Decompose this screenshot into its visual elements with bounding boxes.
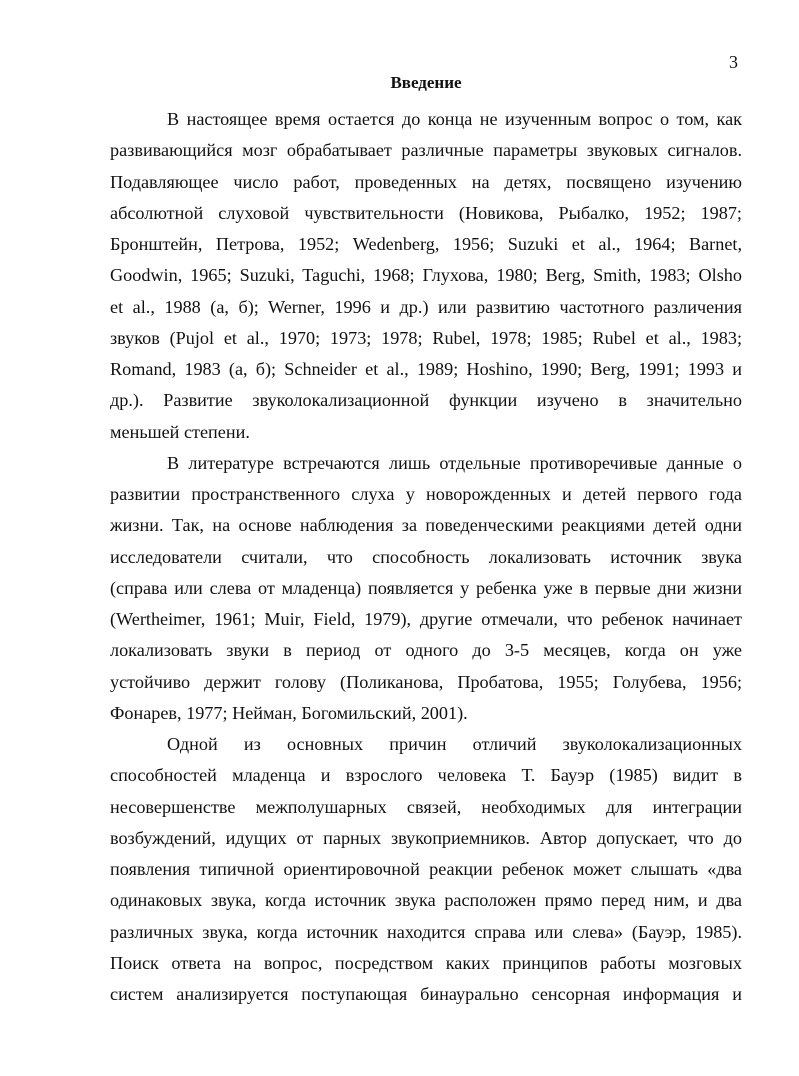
paragraph — [110, 448, 742, 729]
text-line: В настоящее время остается до конца не изученным вопрос о том, как — [167, 109, 742, 129]
text-line: (справа или слева от младенца) появляется у ребенка уже в первые дни жизни — [110, 577, 742, 598]
text-line: звуков (Pujol et al., 1970; 1973; 1978; Rubel, 1978; 1985; Rubel et al., 1983; — [110, 327, 742, 348]
document-body — [110, 104, 742, 1010]
text-line: развивающийся мозг обрабатывает различные параметры звуковых сигналов. — [110, 140, 742, 161]
text-line: одинаковых звука, когда источник звука расположен прямо перед ним, и два — [110, 890, 742, 911]
text-line: (Wertheimer, 1961; Muir, Field, 1979), другие отмечали, что ребенок начинает — [110, 609, 742, 629]
text-line: несовершенстве межполушарных связей, необходимых для интеграции — [110, 796, 742, 817]
text-line: Подавляющее число работ, проведенных на детях, посвящено изучению — [110, 171, 742, 192]
section-title: Введение — [390, 73, 462, 92]
text-line: меньшей степени. — [110, 421, 250, 442]
text-line: Goodwin, 1965; Suzuki, Taguchi, 1968; Глухова, 1980; Berg, Smith, 1983; Olsho — [110, 265, 742, 286]
text-line: устойчиво держит голову (Поликанова, Пробатова, 1955; Голубева, 1956; — [110, 671, 742, 692]
text-line: появления типичной ориентировочной реакции ребенок может слышать «два — [110, 859, 742, 879]
text-line: исследователи считали, что способность локализовать источник звука — [110, 546, 742, 567]
text-line: др.). Развитие звуколокализационной функции изучено в значительно — [110, 390, 742, 411]
text-line: Romand, 1983 (а, б); Schneider et al., 1989; Hoshino, 1990; Berg, 1991; 1993 и — [110, 359, 742, 379]
text-line: Одной из основных причин отличий звуколокализационных — [167, 734, 742, 754]
text-line: систем анализируется поступающая бинаурально сенсорная информация и — [110, 984, 742, 1004]
text-line: Бронштейн, Петрова, 1952; Wedenberg, 1956; Suzuki et al., 1964; Barnet, — [110, 234, 742, 254]
text-line: различных звука, когда источник находится справа или слева» (Бауэр, 1985). — [110, 921, 742, 942]
text-line: Поиск ответа на вопрос, посредством каких принципов работы мозговых — [110, 952, 742, 973]
text-line: способностей младенца и взрослого человека Т. Бауэр (1985) видит в — [110, 765, 742, 786]
text-line: абсолютной слуховой чувствительности (Новикова, Рыбалко, 1952; 1987; — [110, 202, 742, 223]
text-line: жизни. Так, на основе наблюдения за поведенческими реакциями детей одни — [110, 515, 742, 536]
page-number: 3 — [729, 52, 738, 72]
text-line: развитии пространственного слуха у новорожденных и детей первого года — [110, 484, 742, 504]
text-line: локализовать звуки в период от одного до 3-5 месяцев, когда он уже — [110, 640, 742, 661]
text-line: et al., 1988 (а, б); Werner, 1996 и др.) или развитию частотного различения — [110, 296, 742, 317]
text-line: Фонарев, 1977; Нейман, Богомильский, 2001). — [110, 702, 468, 723]
paragraph — [110, 104, 742, 448]
text-line: возбуждений, идущих от парных звукоприемников. Автор допускает, что до — [110, 827, 742, 848]
paragraph — [110, 729, 742, 1010]
text-line: В литературе встречаются лишь отдельные противоречивые данные о — [167, 452, 742, 473]
